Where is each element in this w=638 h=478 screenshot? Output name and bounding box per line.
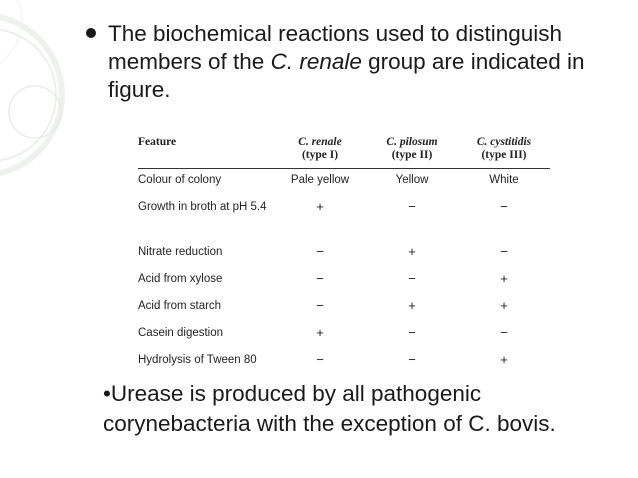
header-c-cystitidis: C. cystitidis (type III) bbox=[476, 136, 532, 161]
cell-value: − bbox=[408, 325, 416, 340]
urease-note: •Urease is produced by all pathogenic corynebacteria with the exception of C. bovis. bbox=[103, 381, 556, 436]
bullet-dot bbox=[86, 28, 96, 38]
cell-value: Yellow bbox=[395, 174, 429, 186]
cell-value: + bbox=[408, 298, 416, 313]
cell-value: Pale yellow bbox=[290, 174, 350, 186]
cell-value: − bbox=[500, 244, 508, 259]
row-feature: Colour of colony bbox=[138, 174, 222, 186]
table-row bbox=[138, 322, 550, 349]
table-row bbox=[138, 169, 550, 197]
cell-value: − bbox=[316, 271, 324, 286]
biochemical-reactions-table bbox=[138, 136, 550, 394]
cell-value: + bbox=[316, 325, 324, 340]
header-feature: Feature bbox=[138, 136, 177, 148]
cell-value: + bbox=[500, 298, 508, 313]
cell-value: − bbox=[408, 352, 416, 367]
cell-value: − bbox=[316, 244, 324, 259]
cell-value: + bbox=[500, 271, 508, 286]
cell-value: − bbox=[316, 298, 324, 313]
cell-value: − bbox=[408, 271, 416, 286]
row-feature: Growth in broth at pH 5.4 bbox=[138, 201, 267, 213]
cell-value: − bbox=[408, 199, 416, 214]
cell-value: − bbox=[500, 325, 508, 340]
cell-value: − bbox=[316, 352, 324, 367]
cell-value: White bbox=[489, 174, 519, 186]
table-row bbox=[138, 268, 550, 295]
row-feature: Nitrate reduction bbox=[138, 246, 223, 258]
header-c-renale: C. renale (type I) bbox=[298, 136, 342, 161]
cell-value: − bbox=[500, 199, 508, 214]
table-header-row bbox=[138, 136, 550, 169]
bullet-text: The biochemical reactions used to distinguish members of the C. renale group are indicated in figure. bbox=[108, 21, 585, 102]
row-feature: Acid from xylose bbox=[138, 273, 223, 285]
cell-value: + bbox=[316, 199, 324, 214]
table-row bbox=[138, 295, 550, 322]
row-feature: Hydrolysis of Tween 80 bbox=[138, 354, 257, 366]
table-row bbox=[138, 241, 550, 268]
cell-value: + bbox=[408, 244, 416, 259]
row-feature: Casein digestion bbox=[138, 327, 224, 339]
row-feature: Acid from starch bbox=[138, 300, 222, 312]
cell-value: + bbox=[500, 352, 508, 367]
table-row bbox=[138, 196, 550, 241]
header-c-pilosum: C. pilosum (type II) bbox=[386, 136, 438, 161]
main-bullet bbox=[86, 20, 606, 104]
